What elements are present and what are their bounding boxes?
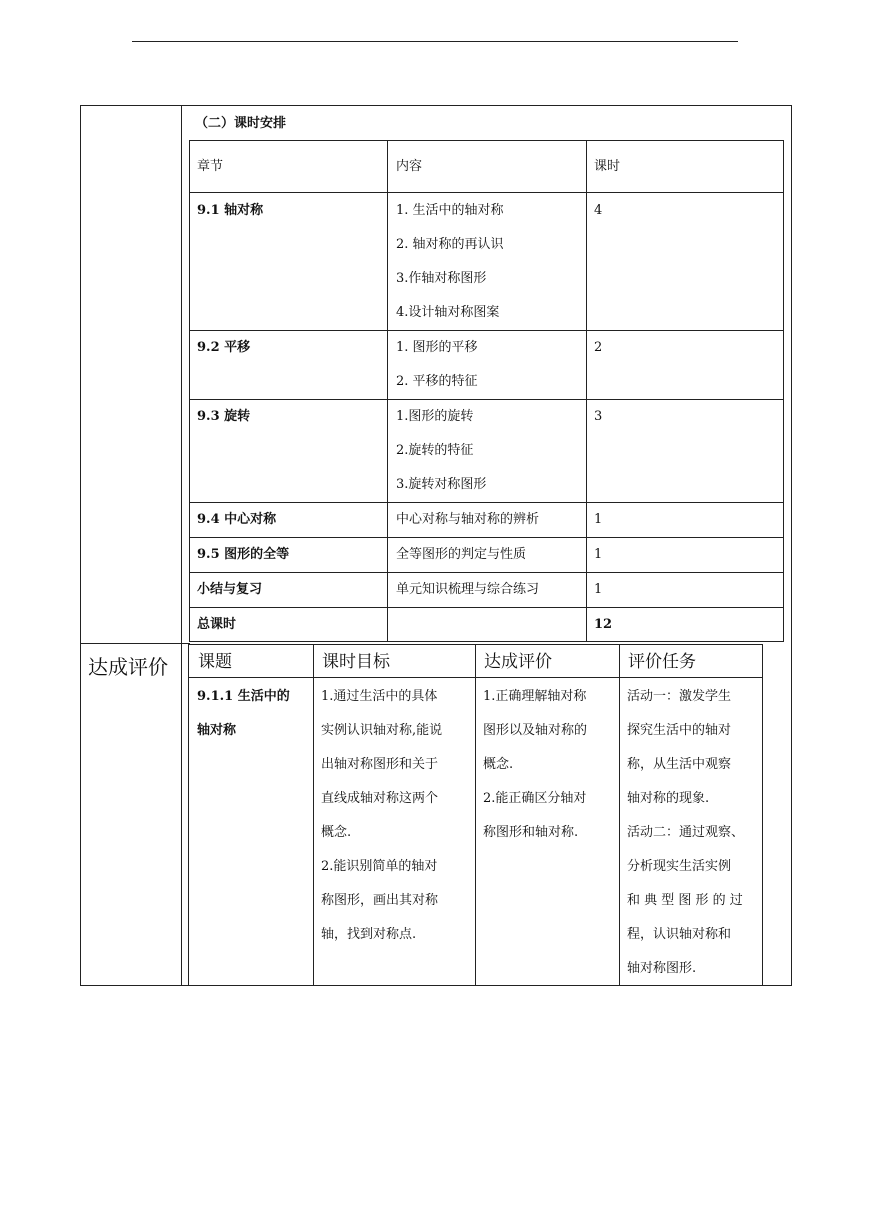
schedule-col-line	[189, 140, 190, 641]
content-cell: 2. 轴对称的再认识	[396, 237, 504, 252]
task-line: 称，从生活中观察	[627, 757, 732, 772]
content-cell: 全等图形的判定与性质	[396, 547, 527, 562]
task-line: 活动二：通过观察、	[627, 825, 745, 840]
total-label: 总课时	[197, 617, 237, 632]
goal-line: 概念.	[321, 825, 352, 840]
hours-cell: 2	[594, 340, 603, 355]
task-line: 和 典 型 图 形 的 过	[627, 893, 743, 908]
content-cell: 1. 图形的平移	[396, 340, 478, 355]
assessment-topic-cell	[197, 680, 309, 748]
content-cell: 4.设计轴对称图案	[396, 305, 500, 320]
schedule-header-hours: 课时	[594, 159, 621, 174]
header-rule	[132, 41, 738, 42]
schedule-table-top	[189, 140, 784, 141]
chapter-cell: 小结与复习	[197, 582, 263, 597]
schedule-header-chapter: 章节	[197, 159, 224, 174]
schedule-row-line	[189, 399, 784, 400]
topic-line: 轴对称	[197, 723, 237, 738]
hours-cell: 3	[594, 409, 603, 424]
topic-line: 9.1.1 生活中的	[197, 689, 290, 704]
assessment-header-goal: 课时目标	[322, 652, 390, 672]
hours-cell: 4	[594, 203, 603, 218]
content-cell: 单元知识梳理与综合练习	[396, 582, 540, 597]
eval-line: 称图形和轴对称.	[483, 825, 579, 840]
goal-line: 2.能识别简单的轴对	[321, 859, 438, 874]
eval-line: 概念.	[483, 757, 514, 772]
assessment-col-line	[762, 644, 763, 986]
assessment-eval-cell	[483, 680, 615, 850]
content-cell: 3.旋转对称图形	[396, 477, 487, 492]
eval-line: 1.正确理解轴对称	[483, 689, 587, 704]
goal-line: 1.通过生活中的具体	[321, 689, 438, 704]
total-hours: 12	[594, 617, 613, 632]
content-cell: 中心对称与轴对称的辨析	[396, 512, 540, 527]
assessment-col-line	[619, 644, 620, 986]
hours-cell: 1	[594, 512, 603, 527]
chapter-cell: 9.5 图形的全等	[197, 547, 290, 562]
schedule-row-line	[189, 607, 784, 608]
section-divider	[80, 643, 190, 644]
assessment-side-label: 达成评价	[88, 655, 168, 679]
task-line: 轴对称的现象.	[627, 791, 710, 806]
chapter-cell: 9.4 中心对称	[197, 512, 277, 527]
goal-line: 实例认识轴对称,能说	[321, 723, 443, 738]
assessment-header-topic: 课题	[198, 652, 232, 672]
content-cell: 1.图形的旋转	[396, 409, 474, 424]
assessment-task-cell	[627, 680, 759, 986]
assessment-col-line	[475, 644, 476, 986]
schedule-row-line	[189, 330, 784, 331]
task-line: 轴对称图形.	[627, 961, 697, 976]
goal-line: 出轴对称图形和关于	[321, 757, 439, 772]
task-line: 分析现实生活实例	[627, 859, 732, 874]
goal-line: 称图形，画出其对称	[321, 893, 439, 908]
schedule-row-line	[189, 641, 784, 642]
chapter-cell: 9.2 平移	[197, 340, 251, 355]
task-line: 探究生活中的轴对	[627, 723, 732, 738]
chapter-cell: 9.3 旋转	[197, 409, 251, 424]
content-cell: 2. 平移的特征	[396, 374, 478, 389]
assessment-col-line	[313, 644, 314, 986]
eval-line: 2.能正确区分轴对	[483, 791, 587, 806]
task-line: 程，认识轴对称和	[627, 927, 732, 942]
eval-line: 图形以及轴对称的	[483, 723, 588, 738]
hours-cell: 1	[594, 582, 603, 597]
hours-cell: 1	[594, 547, 603, 562]
left-column-divider	[181, 105, 182, 986]
assessment-goal-cell	[321, 680, 471, 952]
schedule-col-line	[586, 140, 587, 641]
section-title: （二）课时安排	[195, 116, 287, 131]
schedule-col-line	[783, 140, 784, 641]
assessment-header-eval: 达成评价	[484, 652, 552, 672]
task-line: 活动一：激发学生	[627, 689, 732, 704]
goal-line: 轴，找到对称点.	[321, 927, 417, 942]
schedule-header-content: 内容	[396, 159, 423, 174]
schedule-row-line	[189, 502, 784, 503]
content-cell: 1. 生活中的轴对称	[396, 203, 504, 218]
goal-line: 直线成轴对称这两个	[321, 791, 439, 806]
schedule-col-line	[387, 140, 388, 641]
content-cell: 3.作轴对称图形	[396, 271, 487, 286]
inner-left-divider	[188, 643, 189, 986]
schedule-row-line	[189, 537, 784, 538]
chapter-cell: 9.1 轴对称	[197, 203, 264, 218]
schedule-row-line	[189, 192, 784, 193]
schedule-row-line	[189, 572, 784, 573]
content-cell: 2.旋转的特征	[396, 443, 474, 458]
assessment-header-task: 评价任务	[628, 652, 696, 672]
